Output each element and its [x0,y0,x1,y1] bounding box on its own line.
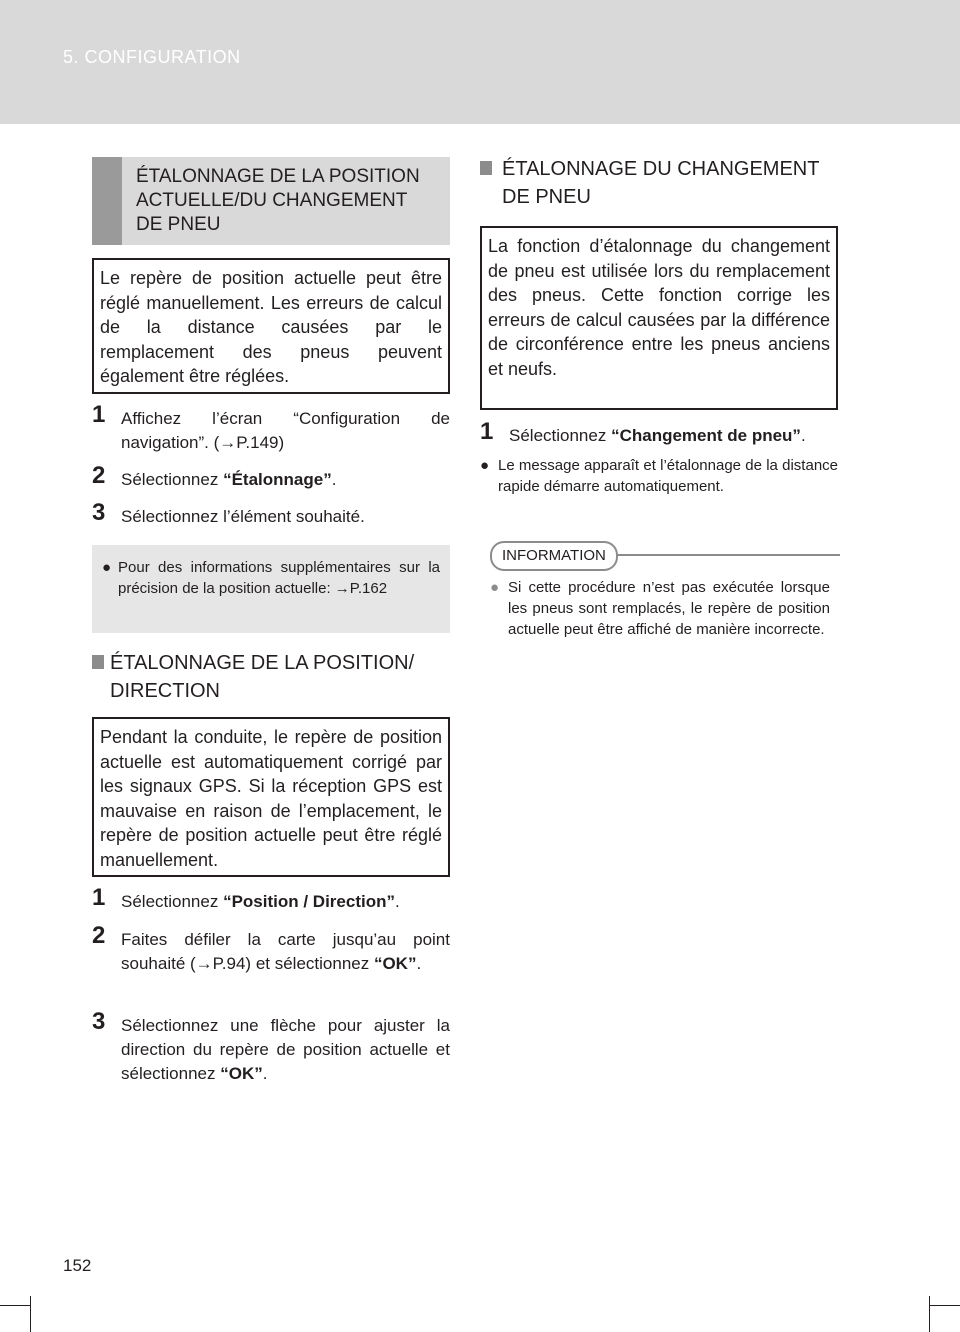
crop-mark [929,1296,930,1332]
intro-text: Le repère de position actuelle peut être réglé manuellement. Les erreurs de calcul de la distance causées par le remplacement des pneus peuvent également être réglées. [100,268,442,386]
page-header [0,0,960,124]
crop-mark [30,1296,31,1332]
bullet-icon: ● [480,457,490,474]
subsection-title: ÉTALONNAGE DU CHANGEMENT DE PNEU [502,158,820,208]
step-number: 1 [92,401,106,428]
crop-mark [930,1305,960,1306]
tire-bullet [480,455,838,497]
step-text: Faites défiler la carte jusqu’au point souhaité (→P.94) et sélectionnez “OK”. [121,930,450,973]
step-number: 1 [92,884,106,911]
tire-text: La fonction d’étalonnage du changement de pneu est utilisée lors du remplacement des pneus. Cette fonction corrige les erreurs de calcul causées par la différence de circonférence entre les pneus anciens et neufs. [488,236,830,379]
square-bullet-icon [92,655,104,669]
section-heading [92,157,450,245]
note-text: Pour des informations supplémentaires sur la précision de la position actuelle: →P.162 [118,559,440,597]
information-text: Si cette procédure n’est pas exécutée lorsque les pneus sont remplacés, le repère de position actuelle peut être affiché de manière incorrecte. [508,579,830,638]
square-bullet-icon [480,161,492,175]
step-text: Sélectionnez “Étalonnage”. [121,470,337,489]
step-text: Affichez l’écran “Configuration de navigation”. (→P.149) [121,409,450,452]
tire-box [480,226,838,410]
intro-box [92,258,450,394]
chapter-title: 5. CONFIGURATION [63,47,241,67]
step-2b [92,922,450,976]
section-heading-text: ÉTALONNAGE DE LA POSITION ACTUELLE/DU CHANGEMENT DE PNEU [136,166,420,235]
note-box [92,545,450,633]
step-text: Sélectionnez l’élément souhaité. [121,507,365,526]
step-text: Sélectionnez “Position / Direction”. [121,892,400,911]
step-3b [92,1008,450,1086]
step-1 [92,401,450,455]
step-1b [92,884,450,914]
section-heading-bar [92,157,122,245]
bullet-icon: ● [102,559,112,576]
information-bullet [490,577,830,640]
tire-step-1 [480,418,838,448]
information-label: INFORMATION [490,541,618,571]
position-text: Pendant la conduite, le repère de position actuelle est automatiquement corrigé par les signaux GPS. Si la réception GPS est mauvaise en raison de l’emplacement, le repère de position actuelle peut être réglé manuellement. [100,727,442,870]
step-text: Sélectionnez “Changement de pneu”. [509,426,806,445]
crop-mark [0,1305,30,1306]
step-text: Sélectionnez une flèche pour ajuster la direction du repère de position actuelle et sélectionnez “OK”. [121,1016,450,1083]
page-number: 152 [63,1256,92,1275]
step-number: 3 [92,1008,106,1035]
step-number: 3 [92,499,106,526]
step-2 [92,462,450,492]
bullet-text: Le message apparaît et l’étalonnage de la distance rapide démarre automatiquement. [498,457,838,495]
step-number: 2 [92,922,106,949]
bullet-icon: ● [490,579,500,596]
step-3 [92,499,450,529]
subsection-heading [92,649,450,705]
step-number: 2 [92,462,106,489]
step-number: 1 [480,418,494,445]
subsection-title: ÉTALONNAGE DE LA POSITION/ DIRECTION [110,652,415,702]
tire-subsection-heading [480,155,838,211]
position-box [92,717,450,877]
